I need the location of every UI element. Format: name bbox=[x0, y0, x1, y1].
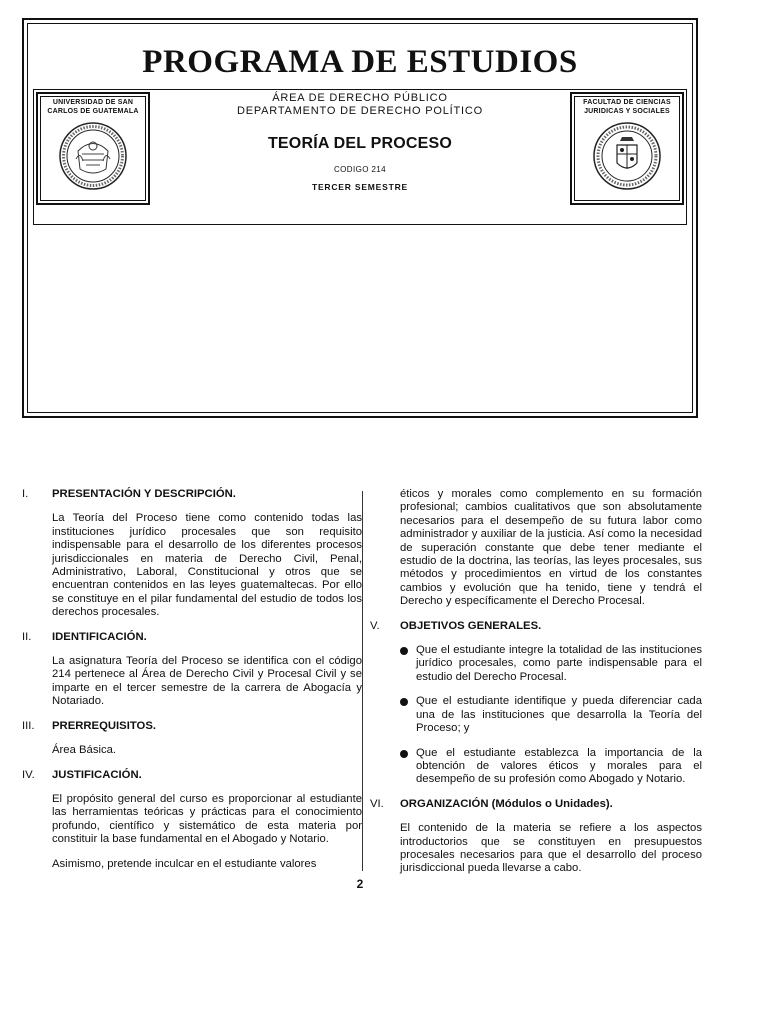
course-name: TEORÍA DEL PROCESO bbox=[267, 135, 453, 152]
paragraph: éticos y morales como complemento en su formación profesional; cambios cualitativos que son absolutamente necesarios para el desempeño de su futura labor como administrador y auxiliar de la justicia. Así como la necesidad de superación constante que debe tener mediante el estudio de la doctrina, las teorías, las leyes procesales, sus métodos y procedimientos en virtud de los constantes cambios y evolución que ha tenido, tiene y tendrá el Derecho y específicamente el Derecho Procesal. bbox=[400, 488, 702, 608]
paragraph: El contenido de la materia se refiere a los aspectos introductorios que se constituyen en presupuestos procesales necesarios para que el desarrollo del proceso jurisdiccional pueda llevarse a cabo. bbox=[400, 822, 702, 875]
section-heading: V. OBJETIVOS GENERALES. bbox=[370, 619, 542, 632]
document-title: PROGRAMA DE ESTUDIOS bbox=[142, 44, 578, 80]
paragraph: El propósito general del curso es proporcionar al estudiante las herramientas teóricas y prácticas para el conocimiento profundo, científico y sistemático de esta materia por constituir la base fundamental en el Abogado y Notario. bbox=[52, 792, 362, 846]
bullet-item: Que el estudiante integre la totalidad de las instituciones jurídico procesales, como parte indispensable para el estudio del Derecho Procesal. bbox=[400, 644, 702, 684]
bullet-item: Que el estudiante establezca la importancia de la obtención de valores éticos y morales para el desempeño de su profesión como Abogado y Notario. bbox=[400, 747, 702, 787]
header-inner-frame bbox=[27, 23, 693, 413]
semester-label: TERCER SEMESTRE bbox=[311, 182, 409, 192]
column-divider bbox=[362, 491, 363, 871]
left-seal-box bbox=[36, 92, 150, 205]
faculty-seal-icon bbox=[592, 121, 662, 191]
bullet-item: Que el estudiante identifique y pueda diferenciar cada una de las instituciones que desarrolla la Teoría del Proceso; y bbox=[400, 695, 702, 735]
bullet-icon bbox=[400, 647, 408, 655]
bullet-icon bbox=[400, 750, 408, 758]
right-column bbox=[370, 488, 702, 887]
paragraph: La Teoría del Proceso tiene como contenido todas las instituciones jurídico procesales que son requisito indispensable para el desarrollo de los diferentes procesos jurisdiccionales en materia de Derecho Civil, Penal, Administrativo, Laboral, Constitucional y otros que se encuentran contenidos en las leyes guatemaltecas. Por ello se constituye en el pilar fundamental del estudio de todos los derechos procesales. bbox=[52, 512, 362, 619]
right-seal-box bbox=[570, 92, 684, 205]
center-heading bbox=[154, 92, 566, 192]
university-seal-icon bbox=[58, 121, 128, 191]
bullet-icon bbox=[400, 698, 408, 706]
section-heading: IV. JUSTIFICACIÓN. bbox=[22, 768, 142, 781]
section-heading: I. PRESENTACIÓN Y DESCRIPCIÓN. bbox=[22, 488, 236, 500]
course-code: CODIGO 214 bbox=[333, 165, 386, 174]
paragraph: La asignatura Teoría del Proceso se identifica con el código 214 pertenece al Área de Derecho Civil y Procesal Civil y se imparte en el tercer semestre de la carrera de Abogacía y Notariado. bbox=[52, 655, 362, 708]
department-label: DEPARTAMENTO DE DERECHO POLÍTICO bbox=[236, 105, 484, 117]
header-frame bbox=[22, 18, 698, 418]
area-label: ÁREA DE DERECHO PÚBLICO bbox=[272, 92, 448, 104]
left-seal-caption: UNIVERSIDAD DE SAN CARLOS DE GUATEMALA bbox=[47, 99, 139, 115]
section-heading: VI. ORGANIZACIÓN (Módulos o Unidades). bbox=[370, 797, 613, 810]
paragraph: Área Básica. bbox=[52, 744, 117, 757]
paragraph: Asimismo, pretende inculcar en el estudiante valores bbox=[52, 857, 317, 870]
right-seal-caption: FACULTAD DE CIENCIAS JURIDICAS Y SOCIALES bbox=[583, 99, 671, 115]
header-band bbox=[33, 89, 687, 225]
page-number: 2 bbox=[356, 877, 364, 891]
section-heading: II. IDENTIFICACIÓN. bbox=[22, 630, 147, 643]
section-heading: III. PRERREQUISITOS. bbox=[22, 719, 156, 732]
left-column bbox=[22, 488, 362, 882]
